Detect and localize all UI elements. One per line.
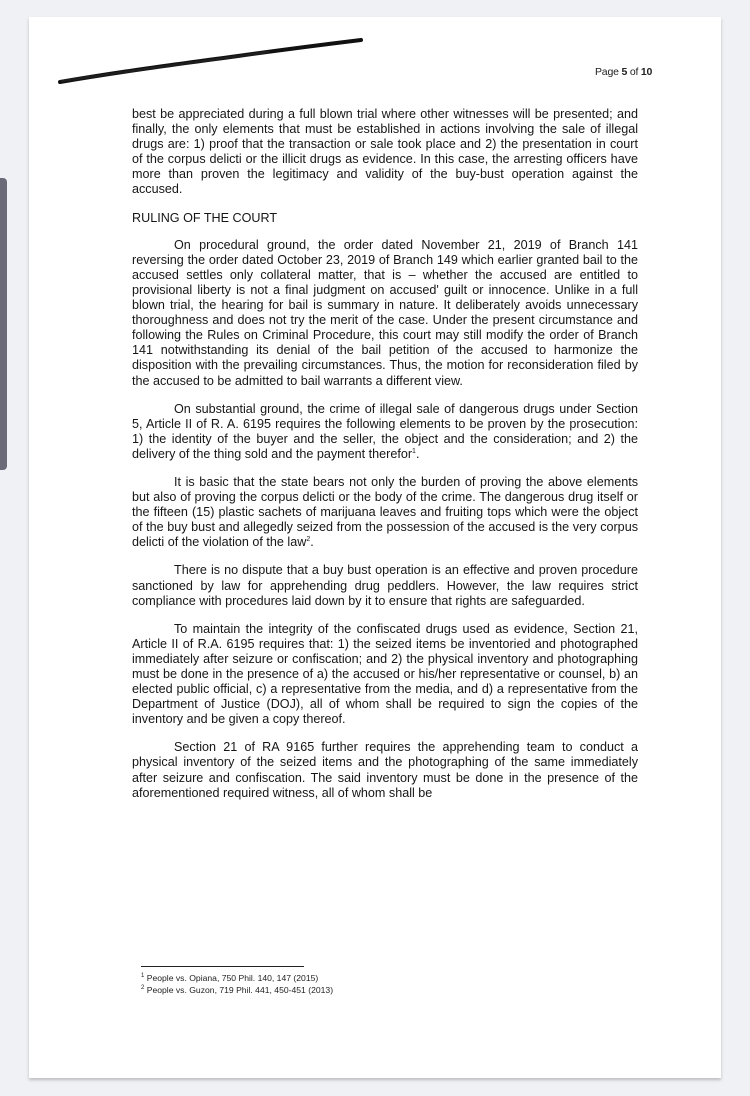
footnote-number: 1 — [141, 973, 145, 980]
document-body — [132, 107, 638, 801]
scrollbar[interactable] — [0, 178, 7, 470]
redaction-mark — [58, 38, 363, 88]
footnote-ref-2[interactable]: 2 — [306, 536, 311, 544]
paragraph-tail: . — [310, 535, 314, 550]
paragraph-tail: . — [415, 446, 420, 461]
page-number-total: 10 — [640, 66, 653, 78]
paragraph-procedural-ground: On procedural ground, the order dated November 21, 2019 of Branch 141 reversing the order dated October 23, 2019 of Branch 149 which earlier granted bail to the accused settles only collateral matter, that is – whether the accused are entitled to provisional liberty is not a final judgment on accused' guilt or innocence. Unlike in a full blown trial, the hearing for bail is summary in nature. It deliberately avoids unnecessary thoroughness and does not try the merit of the case. Under the present circumstance and following the Rules on Criminal Procedure, this court may still modify the order of Branch 141 notwithstanding its denial of the bail petition of the accused to harmonize the disposition with the prevailing circumstances. Thus, the motion for reconsideration filed by the accused to be admitted to bail warrants a different view. — [132, 237, 638, 388]
footnotes — [141, 972, 333, 996]
paragraph-section-21: Section 21 of RA 9165 further requires the apprehending team to conduct a physical inventory of the seized items and the photographing of the same immediately after seizure and confiscation. The said inventory must be done in the presence of the aforementioned required witness, all of whom shall be — [132, 740, 638, 800]
paragraph-text: It is basic that the state bears not only the burden of proving the above elements but also of proving the corpus delicti or the body of the crime. The dangerous drug itself or the fifteen (15) plastic sachets of marijuana leaves and fruiting tops which were the object of the buy bust and allegedly seized from the possession of the accused is the very corpus delicti of the violation of the law — [132, 474, 638, 550]
paragraph-corpus-delicti — [132, 475, 638, 550]
paragraph-substantial-ground — [132, 402, 638, 462]
footnote-1 — [141, 972, 333, 984]
paragraph-integrity: To maintain the integrity of the confiscated drugs used as evidence, Section 21, Article II of R.A. 6195 requires that: 1) the seized items be inventoried and photographed immediately after seizure or confiscation; and 2) the physical inventory and photographing must be done in the presence of a) the accused or his/her representative or counsel, b) an elected public official, c) a representative from the media, and d) a representative from the Department of Justice (DOJ), all of whom shall be required to sign the copies of the inventory and be given a copy thereof. — [132, 621, 638, 727]
footnote-text: People vs. Guzon, 719 Phil. 441, 450-451 (2013) — [146, 985, 334, 995]
page-number-current: 5 — [621, 66, 628, 78]
paragraph-buy-bust: There is no dispute that a buy bust operation is an effective and proven procedure sanctioned by law for apprehending drug peddlers. However, the law requires strict compliance with procedures laid down by it to ensure that rights are safeguarded. — [132, 563, 638, 608]
footnote-text: People vs. Opiana, 750 Phil. 140, 147 (2015) — [146, 973, 319, 983]
footnote-separator — [141, 966, 304, 967]
page-number-of: of — [629, 66, 639, 78]
section-heading: RULING OF THE COURT — [132, 210, 278, 225]
page-number-prefix: Page — [595, 66, 619, 78]
footnote-number: 2 — [141, 985, 145, 992]
paragraph-continuation: best be appreciated during a full blown trial where other witnesses will be presented; and finally, the only elements that must be established in actions involving the sale of illegal drugs are: 1) proof that the transaction or sale took place and 2) the presentation in court of the corpus delicti or the illicit drugs as evidence. In this case, the arresting officers have more than proven the legitimacy and validity of the buy-bust operation against the accused. — [132, 107, 638, 197]
footnote-2 — [141, 984, 333, 996]
footnote-ref-1[interactable]: 1 — [412, 447, 416, 455]
paragraph-text: On substantial ground, the crime of illegal sale of dangerous drugs under Section 5, Article II of R. A. 6195 requires the following elements to be proven by the prosecution: 1) the identity of the buyer and the seller, the object and the consideration; and 2) the delivery of the thing sold and the payment therefor — [132, 401, 638, 461]
page-number — [595, 66, 652, 78]
